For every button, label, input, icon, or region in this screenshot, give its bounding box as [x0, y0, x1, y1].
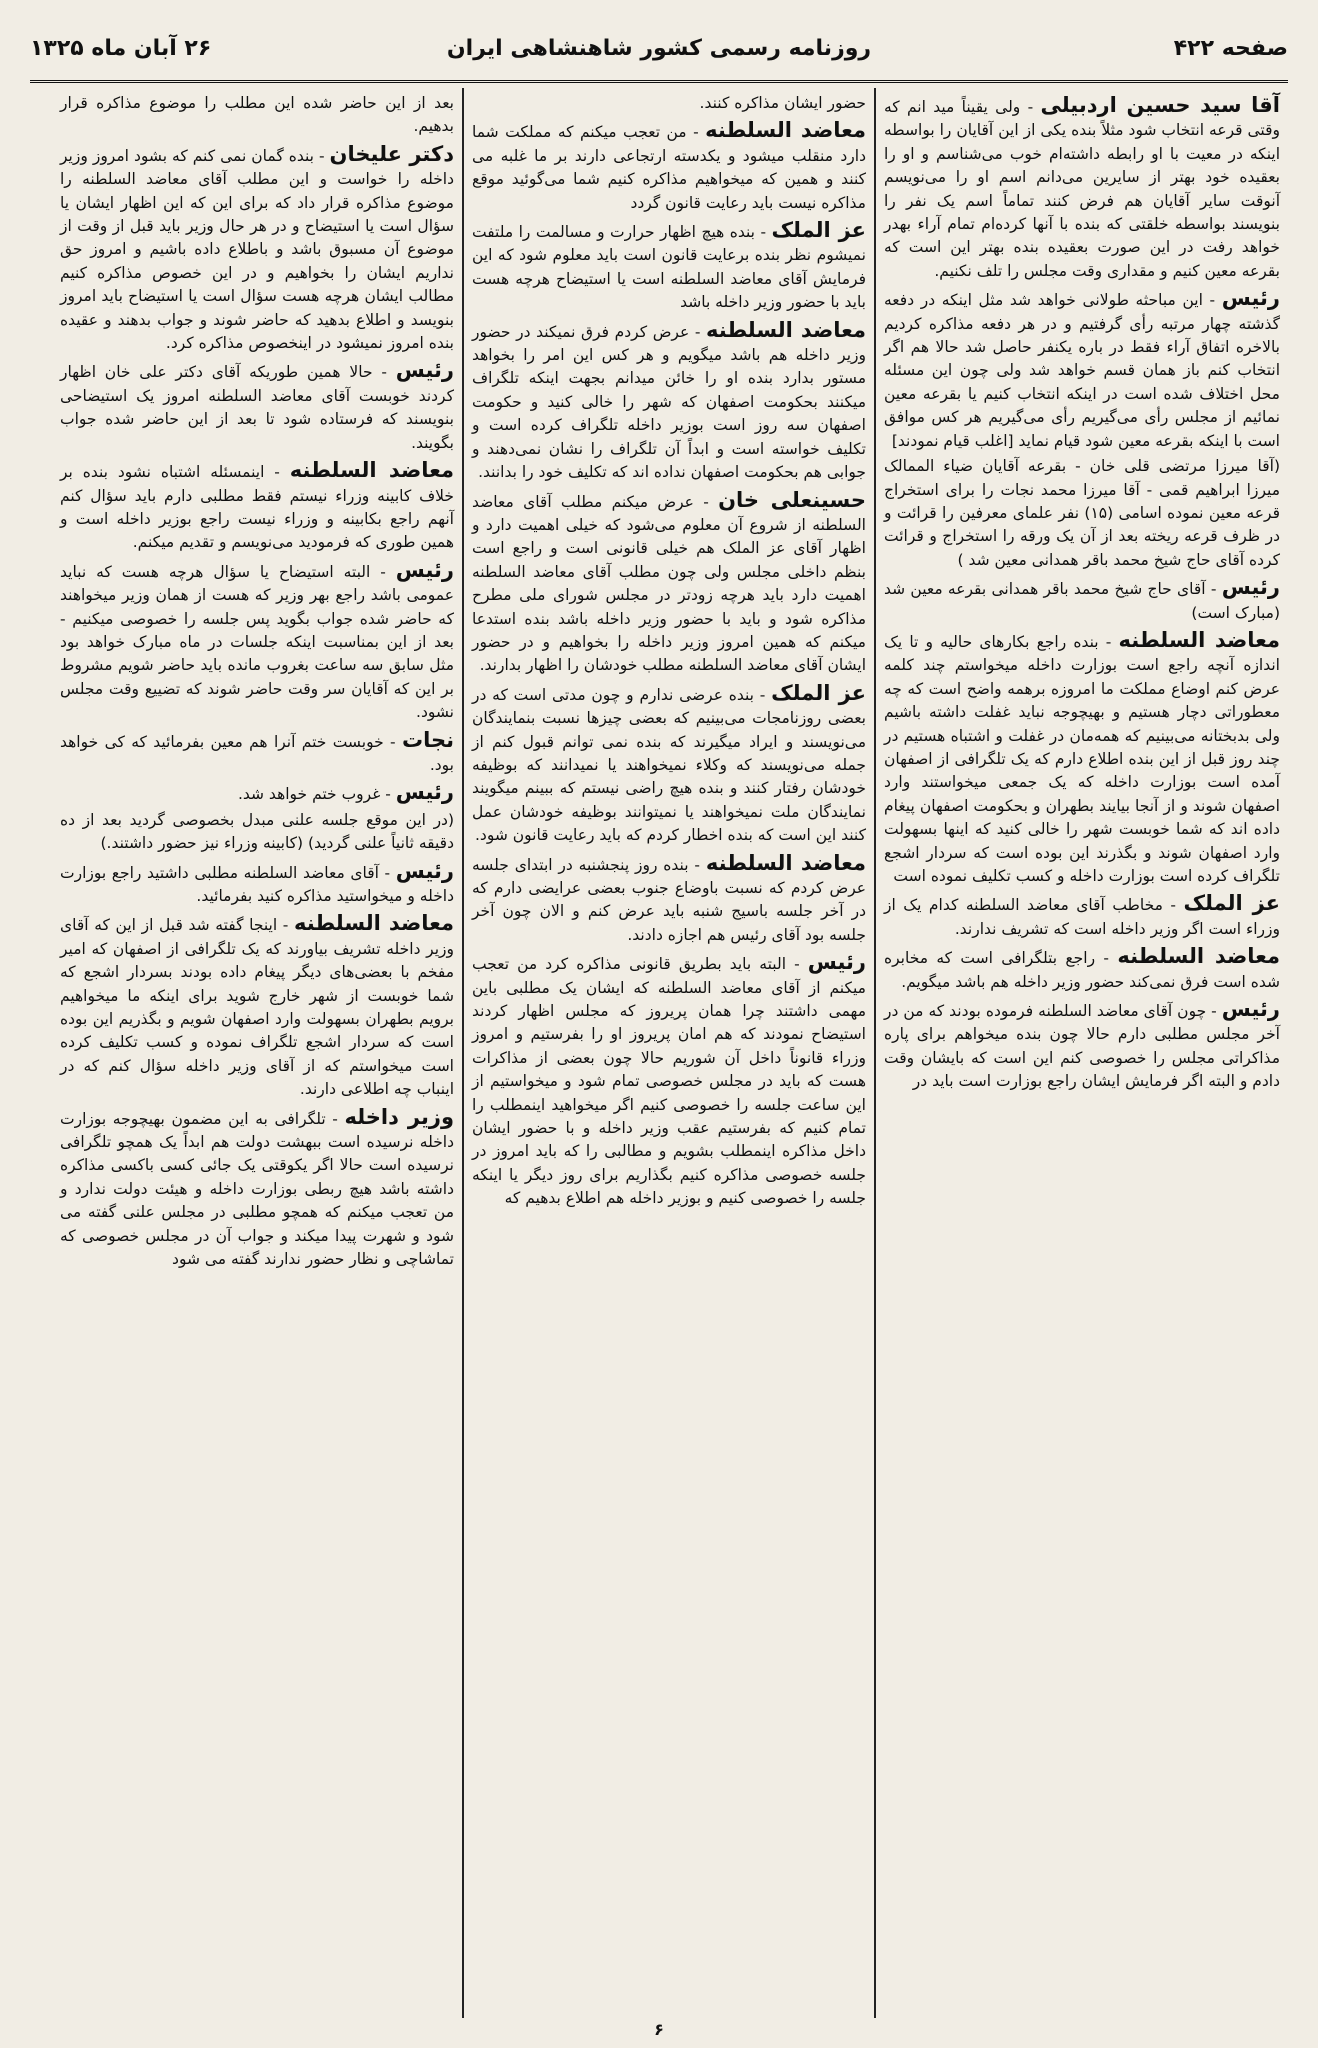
speaker-name: معاضد السلطنه — [1117, 944, 1281, 969]
paragraph — [472, 117, 866, 215]
paragraph-text: حضور ایشان مذاکره کنند. — [699, 94, 866, 112]
speaker-dash: - — [277, 916, 295, 935]
paragraph-text: عرض کردم فرق نمیکند در حضور وزیر داخله هم باشد میگویم و هر کس این امر را بخواهد مستور بدارد بنده او را خائن میدانم بجهت اینکه تلگراف میکنند بحکومت اصفهان که شهر را خالی کنید و حکومت اصفهان سه روز است بوزیر داخله تلگراف کرده است و تکلیف خواسته است و ابداً آن تلگراف را نشان نمی‌دهند و جوابی هم بحکومت اصفهان نداده اند که تکلیف خود را بدانند. — [472, 322, 866, 482]
speaker-name: معاضد السلطنه — [294, 911, 454, 936]
paragraph-text: آقای معاضد السلطنه مطلبی داشتید راجع بوزارت داخله و میخواستید مذاکره کنید بفرمائید. — [60, 863, 454, 905]
speaker-dash: - — [1098, 632, 1119, 651]
paragraph — [60, 809, 454, 856]
paragraph-text: البته باید بطریق قانونی مذاکره کرد من تعجب میکنم از آقای معاضد السلطنه که ایشان یک مطلبی باین مهمی داشتند چرا همان پریروز که مجلس اظهار کردند استیضاح نمودند که هم امان پریروز او را بفرستیم و امروز وزراء قانوناً داخل آن شوریم حالا چون بعضی از مذاکرات هست که باید در مجلس خصوصی تمام شود و میخواستیم از این ساعت جلسه را خصوصی کنیم اگر میخواهید اینمطلب را تمام کنیم که بفرستیم عقب وزیر داخله و با حضور ایشان داخل مذاکره اینمطلب بشویم و مطالبی را که باید امروز در جلسه خصوصی مذاکره کنیم بگذاریم برای روز دیگر یا اینکه جلسه را خصوصی کنیم و بوزیر داخله هم اطلاع بدهیم که — [472, 955, 866, 1208]
paragraph — [60, 141, 454, 356]
speaker-name: حسینعلی خان — [718, 487, 867, 512]
paragraph — [472, 92, 866, 115]
page-number-label: صفحه ۴۲۲ — [1173, 36, 1288, 61]
speaker-name: معاضد السلطنه — [289, 458, 455, 483]
speaker-dash: - — [1020, 98, 1041, 116]
paragraph-text: چون آقای معاضد السلطنه فرموده بودند که من در آخر مجلس مطلبی دارم حالا چون بنده میخواهم برای پاره مذاکراتی مجلس را خصوصی کنم این است که بایشان وقت دادم و البته اگر فرمایش ایشان راجع بوزارت است باید در — [884, 1002, 1280, 1091]
speaker-name: عز الملک — [1183, 891, 1280, 916]
speaker-name: رئیس — [395, 858, 454, 883]
paragraph-text: راجع بتلگرافی است که مخابره شده است فرق نمی‌کند حضور وزیر داخله هم باشد میگویم. — [884, 949, 1280, 991]
speaker-dash: - — [380, 785, 396, 804]
paragraph-text: خوبست ختم آنرا هم معین بفرمائید که کی خواهد بود. — [60, 732, 454, 774]
paragraph-text: عرض میکنم مطلب آقای معاضد السلطنه از شروع آن معلوم می‌شود که خیلی اهمیت دارد و اظهار آقای عز الملک هم خیلی قانونی است و راجع است بنظم داخلی مجلس ولی چون مطلب آقای معاضد السلطنه اهمیت دارد باید هرچه زودتر در مجلس شورای ملی مطرح مذاکره شود و باید با حضور وزیر داخله باشد بنده استدعا میکنم که همین امروز وزیر داخله را بخواهیم و در حضور ایشان آقای معاضد السلطنه مطلب خودشان را اظهار بدارند. — [472, 492, 866, 675]
paragraph-text: بنده روز پنجشنبه در ابتدای جلسه عرض کردم که نسبت باوضاع جنوب بعضی عرایضی دارم که در آخر جلسه باسیج شنبه باید عرض کنم و الان چون آخر جلسه بود آقای رئیس هم اجازه دادند. — [472, 855, 866, 944]
speaker-dash: - — [378, 863, 396, 882]
speaker-name: رئیس — [1221, 286, 1280, 311]
speaker-dash: - — [755, 223, 772, 242]
masthead — [30, 32, 1288, 80]
paragraph-text: (در این موقع جلسه علنی مبدل بخصوصی گردید بعد از ده دقیقه ثانیاً علنی گردید) (کابینه وزراء نیز حضور داشتند.) — [60, 810, 454, 853]
speaker-dash: - — [1202, 291, 1222, 310]
speaker-name: معاضد السلطنه — [705, 850, 867, 875]
paragraph — [472, 850, 866, 948]
paragraph — [884, 285, 1280, 453]
paragraph — [60, 357, 454, 455]
paragraph — [884, 627, 1280, 888]
paragraph — [472, 949, 866, 1210]
paragraph-text: این مباحثه طولانی خواهد شد مثل اینکه در دفعه گذشته چهار مرتبه رأی گرفتیم و در هر دفعه مذاکره کردیم بالاخره اتفاق آراء فقط در باره یکنفر حاصل شد حالا هم اگر انتخاب کنم باز همان قسم خواهد شد ولی چون این مسئله محل اختلاف شده است در اینکه انتخاب کنیم یا بقرعه معین نمائیم از مجلس رأی می‌گیریم رأی می‌گیریم هر کس موافق است با اینکه بقرعه معین شود قیام نماید [اغلب قیام نمودند] — [884, 291, 1280, 450]
speaker-name: عز الملک — [771, 680, 866, 705]
speaker-dash: - — [786, 955, 808, 974]
speaker-dash: - — [383, 732, 402, 751]
paragraph — [884, 996, 1280, 1094]
paragraph-text: حالا همین طوریکه آقای دکتر علی خان اظهار کردند خوبست آقای معاضد السلطنه امروز یک استیضاحی بنویسند که فرستاده شود تا بعد از این حاضر شده جواب بگویند. — [60, 363, 454, 452]
paragraph — [60, 910, 454, 1101]
speaker-dash: - — [313, 146, 330, 165]
speaker-dash: - — [689, 322, 707, 341]
paragraph — [472, 217, 866, 315]
paragraph — [884, 574, 1280, 625]
paragraph-text: آقای حاج شیخ محمد باقر همدانی بقرعه معین شد (مبارک است) — [884, 580, 1280, 622]
paragraph-text: بنده هیچ اظهار حرارت و مسالمت را ملتفت نمیشوم نظر بنده برعایت قانون است باید معلوم شود که این فرمایش آقای معاضد السلطنه است یا استیضاح هرچه هست باید با حضور وزیر داخله باشد — [472, 223, 866, 312]
paragraph-text: من تعجب میکنم که مملکت شما دارد منقلب میشود و یکدسته ارتجاعی دارند بر ما غلبه می کنند و همین که میخواهیم مذاکره کنیم شما می‌گوئید موقع مذاکره نیست باید رعایت قانون گردد — [472, 123, 866, 212]
folio-number: ۶ — [654, 2020, 664, 2039]
paragraph — [472, 317, 866, 485]
paragraph — [60, 779, 454, 806]
speaker-name: معاضد السلطنه — [705, 118, 866, 143]
paragraph — [60, 1104, 454, 1272]
speaker-dash: - — [325, 1109, 345, 1128]
paragraph-text: تلگرافی به این مضمون بهیچوجه بوزارت داخله نرسیده است ببهشت دولت هم ابداً یک همچو تلگرافی نرسیده است حالا اگر یکوقتی یک جائی کسی باکسی مذاکره داشته باشد هیچ ربطی بوزارت داخله و هیئت دولت ندارد و من تعجب میکنم که همچو مطلبی در مجلس علنی گفته می شود و شهرت پیدا میکند و جواب آن در مجلس خصوصی که تماشاچی و نظار حضور ندارند گفته می شود — [60, 1109, 454, 1269]
speaker-name: رئیس — [395, 780, 454, 805]
column-right — [876, 88, 1288, 2018]
paragraph — [884, 455, 1280, 572]
paragraph — [884, 92, 1280, 283]
speaker-name: رئیس — [395, 358, 454, 383]
speaker-name: رئیس — [807, 950, 866, 975]
speaker-name: دکتر علیخان — [329, 141, 454, 166]
paragraph — [60, 858, 454, 909]
paragraph-text: مخاطب آقای معاضد السلطنه کدام یک از وزراء است اگر وزیر داخله است که تشریف ندارند. — [884, 896, 1280, 938]
newspaper-title: روزنامه رسمی کشور شاهنشاهی ایران — [446, 36, 872, 61]
masthead-divider — [30, 80, 1288, 83]
paragraph — [472, 487, 866, 678]
paragraph-text: بنده عرضی ندارم و چون مدتی است که در بعضی روزنامجات می‌بینیم که بعضی چیزها نسبت بنمایندگان می‌نویسند و ایراد میگیرند که بنده نمی توانم قبول کنم از جمله می‌نویسند که وکلاء نمیخواهند یا نمیدانند که بوظیفه خودشان رفتار کنند و بنده هیچ راضی نیستم که ببینم میگویند نمایندگان ملت نمیخواهند یا نمیتوانند بوظیفه خودشان عمل کنند این است که بنده اخطار کردم که باید رعایت قانون شود. — [472, 685, 866, 845]
paragraph — [60, 457, 454, 555]
paragraph-text: ولی یقیناً مید انم که وقتی قرعه انتخاب شود مثلاً بنده یکی از این آقایان را بواسطه اینکه در معیت با او رابطه داشته‌ام خوب می‌شناسم و او را بعقیده خود بهتر از سایرین می‌دانم اسم او را می‌نویسم آنوقت سایر آقایان هم فرض کنند تماماً اسم یک نفر را بنویسند بواسطه خلقتی که بنده با آنها کرده‌ام تمام آراء بهدر خواهد رفت در این صورت بعقیده بنده بهتر این است که بقرعه معین کنیم و مقداری وقت مجلس را تلف نکنیم. — [884, 98, 1280, 280]
paragraph — [884, 890, 1280, 941]
speaker-dash: - — [688, 855, 706, 874]
speaker-name: وزیر داخله — [344, 1104, 454, 1129]
paragraph-text: البته استیضاح یا سؤال هرچه هست که نباید عمومی باشد راجع بهر وزیر که هست از همان وزیر میخواهند که حاضر شده جواب بگوید پس جلسه را خصوصی میکنیم - بعد از این بمناسبت اینکه جلسات در ماه مبارک خواهد بود مثل سابق سه ساعت بغروب مانده باید حاضر شویم مشروط بر این که آقایان سر وقت حاضر شوند که تضییع وقت مجلس نشود. — [60, 562, 454, 722]
speaker-dash: - — [370, 562, 396, 581]
paragraph-text: اینمسئله اشتباه نشود بنده بر خلاف کابینه وزراء نیستم فقط مطلبی دارم باید سؤال کنم آنهم راجع بکابینه و وزراء نیست راجع بوزیر داخله است و همین طوری که فرمودید می‌نویسم و تقدیم میکنم. — [60, 463, 454, 552]
column-left — [52, 88, 464, 2018]
speaker-name: نجات — [401, 727, 454, 752]
paragraph-text: بنده گمان نمی کنم که بشود امروز وزیر داخله را خواست و این مطلب آقای معاضد السلطنه را موضوع مذاکره قرار داد که برای این که این اظهار ایشان یا سؤال است یا استیضاح و در هر حال وزیر باید قبل از وقت از موضوع آن مسبوق باشد و باطلاع داده باشیم و امروز حق نداریم ایشان را بخواهیم و در این خصوص مذاکره کنیم مطالب ایشان هرچه هست سؤال است یا استیضاح باید امروز بنویسد و اطلاع بدهید که حاضر شوند و جواب بدهند و عقیده بنده امروز نمیشود در اینخصوص مذاکره کرد. — [60, 146, 454, 353]
paragraph — [60, 92, 454, 139]
paragraph-text: غروب ختم خواهد شد. — [237, 785, 381, 804]
paragraph — [60, 557, 454, 725]
speaker-name: معاضد السلطنه — [1118, 627, 1281, 652]
speaker-name: معاضد السلطنه — [706, 317, 866, 342]
speaker-name: رئیس — [1221, 997, 1280, 1022]
speaker-dash: - — [693, 492, 719, 511]
paragraph-text: اینجا گفته شد قبل از این که آقای وزیر داخله تشریف بیاورند که یک تلگرافی از اصفهان که امیر مفخم با بعضی‌های دیگر پیغام داده بودند بسردار اشجع که شما خوبست از شهر خارج شوید برای اینکه ما میخواهیم برویم بطهران بسهولت وارد اصفهان شویم و بگذریم این بوده است که سردار اشجع تلگراف نموده و کسب تکلیف کرده است میخواستم که از آقای وزیر داخله سؤال کنم که در اینباب چه اطلاعی دارند. — [60, 916, 454, 1099]
speaker-name: رئیس — [395, 557, 454, 582]
speaker-dash: - — [372, 363, 396, 382]
speaker-dash: - — [1205, 580, 1222, 599]
speaker-dash: - — [1095, 949, 1118, 968]
paragraph-text: بعد از این حاضر شده این مطلب را موضوع مذاکره قرار بدهیم. — [60, 94, 454, 136]
speaker-dash: - — [264, 463, 290, 482]
paragraph — [884, 943, 1280, 994]
paragraph-text: بنده راجع بکارهای حالیه و تا یک اندازه آنچه راجع است بوزارت داخله میخواستم چند کلمه عرض کنم اوضاع مملکت ما امروزه برهمه واضح است که چه معطوراتی دچار هستیم و بهیچوجه نباید غفلت داشته باشیم ولی بدبختانه می‌بینیم که همه‌مان در غفلت و اشتباه هستیم در چند روز قبل از این بنده اطلاع دارم که یک تلگرافی از اصفهان آمده است بوزارت داخله که یک جمعی میخواستند وارد اصفهان شوند و از آنجا بیایند بطهران و بحکومت اصفهان پیغام داده اند که شما خوبست شهر را خالی کنید که اینها بسهولت وارد اصفهان شوند و بگذرند این بوده است که سردار اشجع تلگراف کرده است بوزارت داخله و کسب تکلیف نموده است — [884, 632, 1280, 885]
speaker-name: عز الملک — [771, 218, 866, 243]
speaker-dash: - — [1206, 1002, 1222, 1021]
text-columns — [30, 88, 1288, 2018]
issue-date: ۲۶ آبان ماه ۱۳۲۵ — [30, 36, 212, 61]
speaker-name: رئیس — [1221, 575, 1281, 600]
paragraph — [60, 727, 454, 778]
paragraph — [472, 680, 866, 848]
speaker-dash: - — [754, 685, 772, 704]
paragraph-text: (آقا میرزا مرتضی قلی خان - بقرعه آقایان ضیاء الممالک میرزا ابراهیم قمی - آقا میرزا محمد نجات را برای استخراج قرعه معین نموده اسامی (۱۵) نفر علمای معرفین را قرائت و در ظرف قرعه ریخته بعد از آن یک ورقه را استخراج و قرائت کرده آقای حاج شیخ محمد باقر همدانی معین شد ) — [884, 457, 1280, 569]
speaker-name: آقا سید حسین اردبیلی — [1040, 93, 1281, 117]
column-middle — [464, 88, 876, 2018]
speaker-dash: - — [686, 123, 706, 142]
speaker-dash: - — [1162, 896, 1184, 915]
